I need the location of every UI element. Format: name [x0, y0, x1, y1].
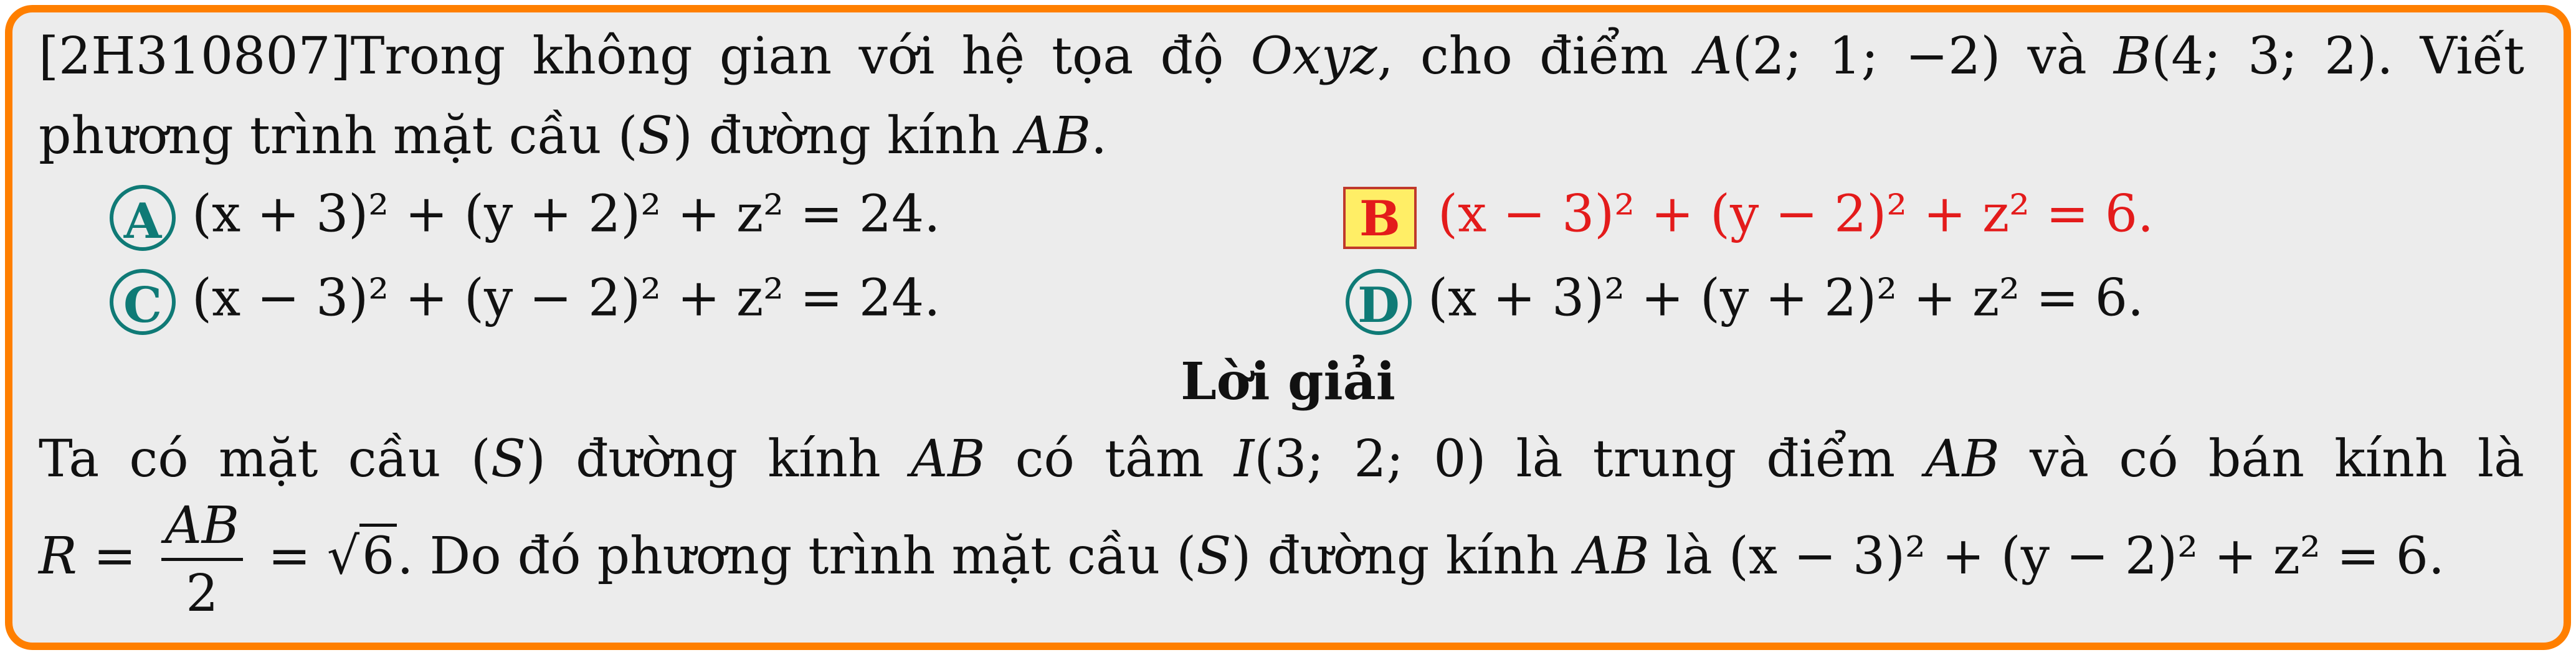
option-a-text: (x + 3)² + (y + 2)² + z² = 24. — [192, 184, 941, 244]
option-b-text: (x − 3)² + (y − 2)² + z² = 6. — [1438, 184, 2154, 244]
option-d-badge: D — [1346, 269, 1412, 335]
problem-line-1: [2H310807]Trong không gian với hệ tọa độ Oxyz, cho điểm A(2; 1; −2) và B(4; 3; 2). Viết — [39, 27, 2524, 86]
solution-line-1: Ta có mặt cầu (S) đường kính AB có tâm I(3; 2; 0) là trung điểm AB và có bán kính là — [39, 430, 2524, 489]
option-c[interactable] — [110, 269, 940, 335]
fraction-ab-over-2: $\frac{AB}{2}$ — [161, 498, 243, 622]
option-b[interactable] — [1343, 184, 2154, 249]
sqrt-radicand: 6 — [359, 524, 397, 586]
solution-line-2: R = $\frac{AB}{2}$ = √6. Do đó phương trình mặt cầu (S) đường kính AB là (x − 3)² + (y − 2)² + z² = 6. — [39, 496, 2445, 624]
option-a[interactable] — [110, 185, 940, 251]
problem-code: [2H310807] — [39, 27, 351, 86]
option-d-text: (x + 3)² + (y + 2)² + z² = 6. — [1428, 268, 2144, 328]
problem-line-2: phương trình mặt cầu (S) đường kính AB. — [39, 106, 1108, 166]
option-d[interactable] — [1346, 269, 2144, 335]
option-c-badge: C — [110, 269, 176, 335]
option-a-badge: A — [110, 185, 176, 251]
solution-heading: Lời giải — [1181, 352, 1395, 412]
option-c-text: (x − 3)² + (y − 2)² + z² = 24. — [192, 268, 941, 328]
option-b-badge: B — [1343, 187, 1417, 249]
